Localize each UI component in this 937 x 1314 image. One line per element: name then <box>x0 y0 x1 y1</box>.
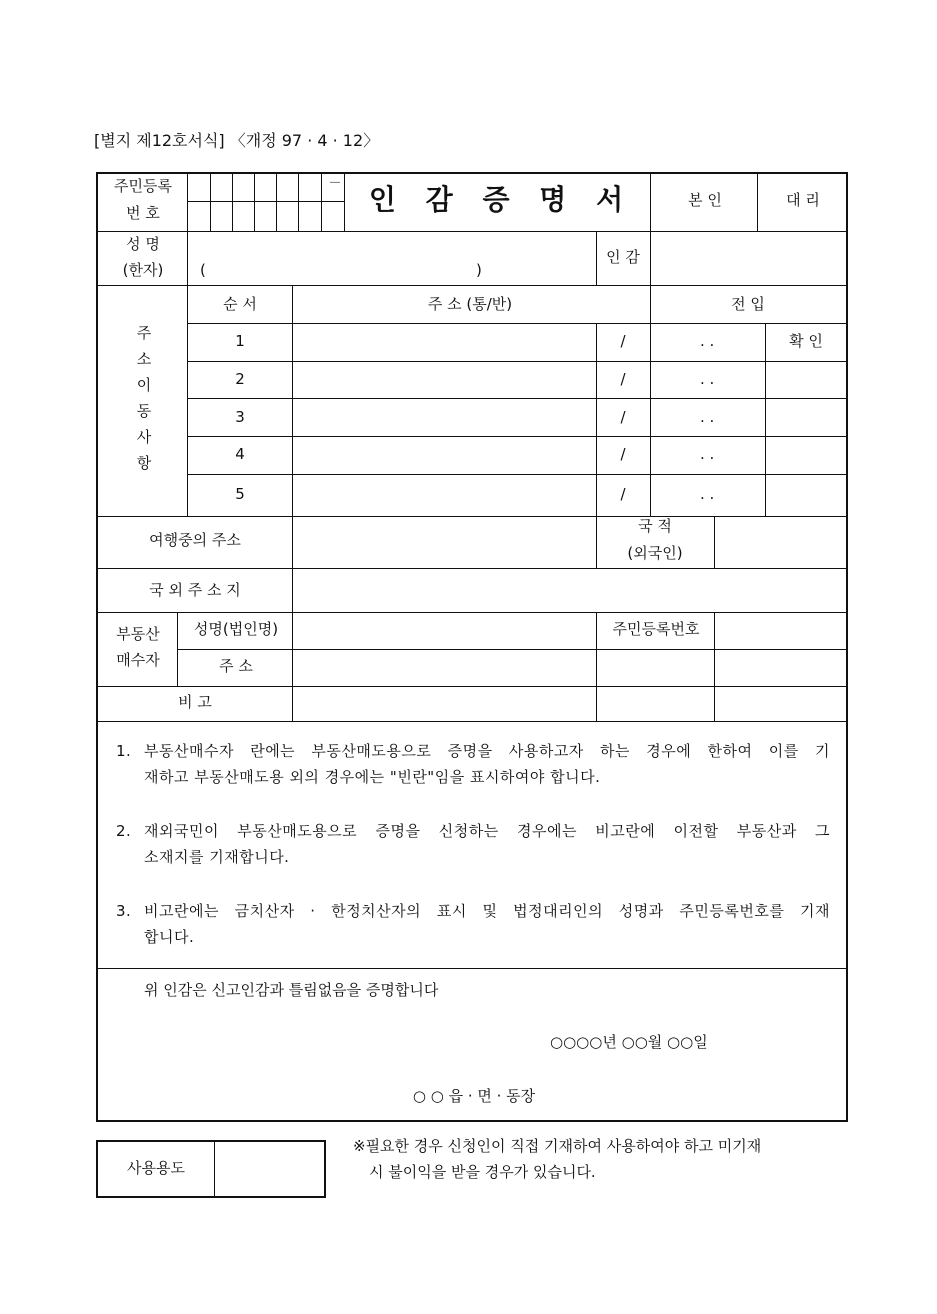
issuer-signature: ○ ○ 읍 · 면 · 동장 <box>412 1087 536 1105</box>
self-label: 본 인 <box>688 191 722 209</box>
name-label: 성 명 <box>126 235 160 253</box>
side-char: 사 <box>136 428 152 446</box>
row-date: . . <box>700 370 715 388</box>
overseas-address-label: 국 외 주 소 지 <box>149 581 241 599</box>
nationality-label: 국 적 <box>638 517 672 535</box>
seal-label: 인 감 <box>606 248 640 266</box>
agent-label: 대 리 <box>786 191 820 209</box>
usage-label: 사용용도 <box>127 1159 185 1177</box>
rrn-label: 주민등록 <box>114 177 172 195</box>
foreigner-label: (외국인) <box>627 544 683 562</box>
side-char: 소 <box>136 350 152 368</box>
buyer-address-label: 주 소 <box>219 657 253 675</box>
note-text-cont: 합니다. <box>144 928 195 946</box>
footer-notice: ※필요한 경우 신청인이 직접 기재하여 사용하여야 하고 미기재 <box>353 1137 762 1155</box>
col-movein-header: 전 입 <box>731 295 765 313</box>
buyer-name-label: 성명(법인명) <box>193 620 279 638</box>
row-date: . . <box>700 332 715 350</box>
buyer-label: 부동산 <box>116 625 160 643</box>
paren-open: ( <box>200 261 206 279</box>
note-text: 재외국민이 부동산매도용으로 증명을 신청하는 경우에는 비고란에 이전할 부동산과 그 <box>144 822 830 840</box>
remarks-label: 비 고 <box>178 693 212 711</box>
note-number: 3. <box>116 902 132 920</box>
row-number: 4 <box>235 445 245 463</box>
row-slash: / <box>620 485 626 503</box>
side-char: 동 <box>136 402 152 420</box>
note-number: 1. <box>116 742 132 760</box>
row-number: 2 <box>235 370 245 388</box>
travel-address-label: 여행중의 주소 <box>149 531 241 549</box>
row-slash: / <box>620 408 626 426</box>
note-text: 비고란에는 금치산자 · 한정치산자의 표시 및 법정대리인의 성명과 주민등록번호를 기재 <box>144 902 830 920</box>
hanja-label: (한자) <box>122 261 164 279</box>
note-text-cont: 소재지를 기재합니다. <box>144 848 290 866</box>
row-number: 1 <box>235 332 245 350</box>
side-char: 주 <box>136 324 152 342</box>
certification-date: ○○○○년 ○○월 ○○일 <box>550 1033 708 1051</box>
col-confirm-header: 확 인 <box>789 332 823 350</box>
certification-statement: 위 인감은 신고인감과 틀림없음을 증명합니다 <box>144 981 439 999</box>
note-text: 부동산매수자 란에는 부동산매도용으로 증명을 사용하고자 하는 경우에 한하여 이를 기 <box>144 742 830 760</box>
row-slash: / <box>620 370 626 388</box>
row-number: 5 <box>235 485 245 503</box>
rrn-dash: － <box>328 176 342 191</box>
paren-close: ) <box>476 261 482 279</box>
notes-divider <box>96 968 848 969</box>
note-number: 2. <box>116 822 132 840</box>
footer-notice-cont: 시 불이익을 받을 경우가 있습니다. <box>369 1163 596 1181</box>
side-char: 항 <box>136 454 152 472</box>
document-title: 인 감 증 명 서 <box>368 183 634 216</box>
buyer-rrn-label: 주민등록번호 <box>612 620 700 638</box>
side-char: 이 <box>136 376 152 394</box>
row-slash: / <box>620 332 626 350</box>
rrn-label-line2: 번 호 <box>126 204 160 222</box>
row-date: . . <box>700 445 715 463</box>
row-number: 3 <box>235 408 245 426</box>
row-date: . . <box>700 408 715 426</box>
form-reference: [별지 제12호서식] 〈개정 97 · 4 · 12〉 <box>94 131 380 150</box>
buyer-label-line2: 매수자 <box>116 651 160 669</box>
row-slash: / <box>620 445 626 463</box>
note-text-cont: 재하고 부동산매도용 외의 경우에는 "빈란"임을 표시하여야 합니다. <box>144 768 601 786</box>
row-date: . . <box>700 485 715 503</box>
col-order-header: 순 서 <box>223 295 257 313</box>
col-address-header: 주 소 (통/반) <box>427 295 513 313</box>
